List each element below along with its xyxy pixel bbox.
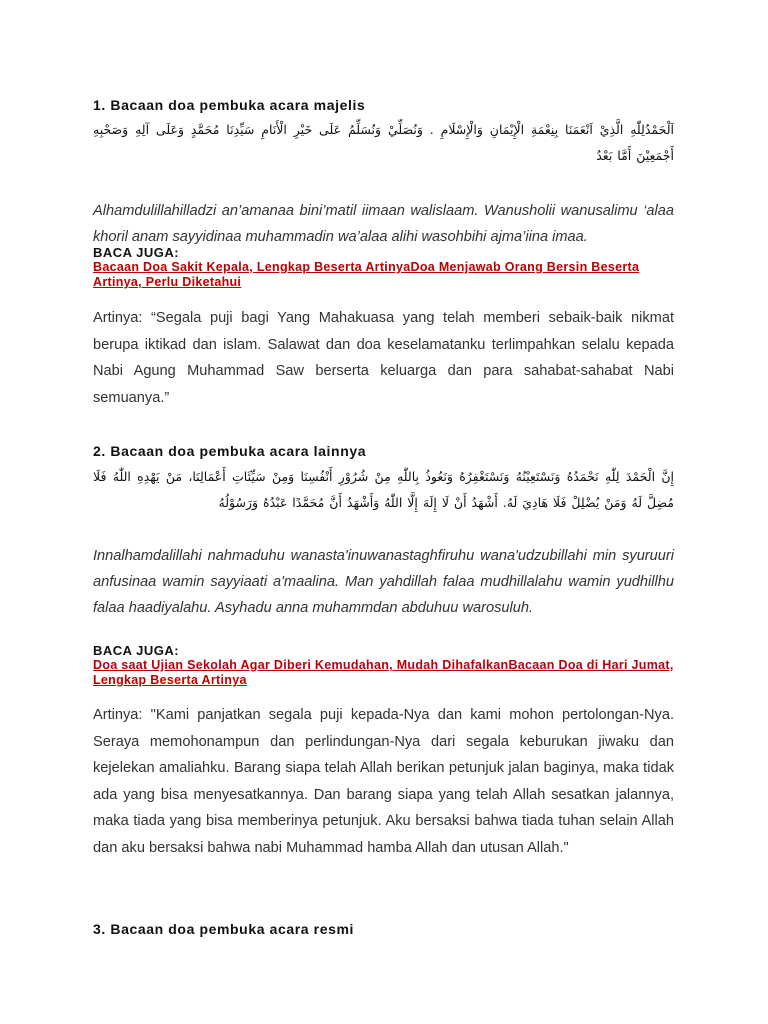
section-2-baca-juga-label: BACA JUGA: [93, 643, 180, 658]
section-3-heading: 3. Bacaan doa pembuka acara resmi [93, 921, 355, 937]
section-1-related-links [93, 260, 674, 290]
related-link-hari-jumat[interactable]: Bacaan Doa di Hari Jumat, Lengkap Beserta Artinya [93, 658, 674, 687]
section-1-arabic-text: اَلْحَمْدُلِلّٰهِ الَّذِيْ اَنْعَمَنَا بِنِعْمَةِ الْإِيْمَانِ وَالْإِسْلَامِ . وَنُصَلِّيْ وَنُسَلِّمُ عَلَى خَيْرِ الْأَنَامِ سَيِّدِنَا مُحَمَّدٍ وَعَلَى آلِهِ وَصَحْبِهِ أَجْمَعِيْنَ أَمَّا بَعْدُ [93, 122, 674, 163]
section-2-translation: Artinya: "Kami panjatkan segala puji kepada-Nya dan kami mohon pertolongan-Nya. Seraya memohonampun dan perlindungan-Nya dari segala keburukan jiwaku dan kejelekan amaliahku. Barang siapa telah Allah berikan petunjuk jalan baginya, maka tidak ada yang bisa menyesatkannya. Dan barang siapa yang telah Allah sesatkan jalannya, maka tiada yang bisa memberinya petunjuk. Aku bersaksi bahwa tiada tuhan selain Allah dan aku bersaksi bahwa nabi Muhammad hamba Allah dan utusan Allah." [93, 707, 674, 856]
related-link-sakit-kepala[interactable]: Bacaan Doa Sakit Kepala, Lengkap Beserta Artinya [93, 260, 411, 274]
section-1-baca-juga-label: BACA JUGA: [93, 245, 180, 260]
section-2-related-links [93, 658, 674, 688]
related-link-ujian-sekolah[interactable]: Doa saat Ujian Sekolah Agar Diberi Kemudahan, Mudah Dihafalkan [93, 658, 509, 672]
section-1-translation: Artinya: “Segala puji bagi Yang Mahakuasa yang telah memberi sebaik-baik nikmat berupa iktikad dan islam. Salawat dan doa keselamatanku terlimpahkan selalu kepada Nabi Agung Muhammad Saw berserta keluarga dan para sahabat-sahabat Nabi semuanya.” [93, 310, 674, 406]
section-1-heading: 1. Bacaan doa pembuka acara majelis [93, 97, 366, 113]
section-2-arabic-text: إِنَّ الْحَمْدَ لِلّٰهِ نَحْمَدُهُ وَنَسْتَعِيْنُهُ وَنَسْتَغْفِرُهُ وَنَعُوذُ بِاللّٰهِ مِنْ شُرُوْرِ أَنْفُسِنَا وَمِنْ سَيِّئَاتِ أَعْمَالِنَا، مَنْ يَهْدِهِ اللّٰهُ فَلَا مُضِلَّ لَهُ وَمَنْ يُضْلِلْ فَلَا هَادِيَ لَهُ. أَشْهَدُ أَنْ لَا إِلَهَ إِلَّا اللّٰهُ وَأَشْهَدُ أَنَّ مُحَمَّدًا عَبْدُهُ وَرَسُوْلُهُ [93, 469, 674, 510]
section-2-transliteration: Innalhamdalillahi nahmaduhu wanasta'inuwanastaghfiruhu wana'udzubillahi min syuruuri anfusinaa wamin sayyiaati a'maalina. Man yahdillah falaa mudhillalahu wamin yudhillhu falaa haadiyalahu. Asyhadu anna muhammdan abduhuu warosuluh. [93, 548, 674, 616]
section-1-transliteration: Alhamdulillahilladzi an’amanaa bini’matil iimaan walislaam. Wanusholii wanusalimu ‘alaa khoril anam sayyidinaa muhammadin wa’alaa alihi wasohbihi ajma’iina imaa. [93, 203, 674, 245]
section-2-heading: 2. Bacaan doa pembuka acara lainnya [93, 443, 367, 459]
related-link-orang-bersin[interactable]: Doa Menjawab Orang Bersin Beserta Artinya, Perlu Diketahui [93, 260, 640, 289]
